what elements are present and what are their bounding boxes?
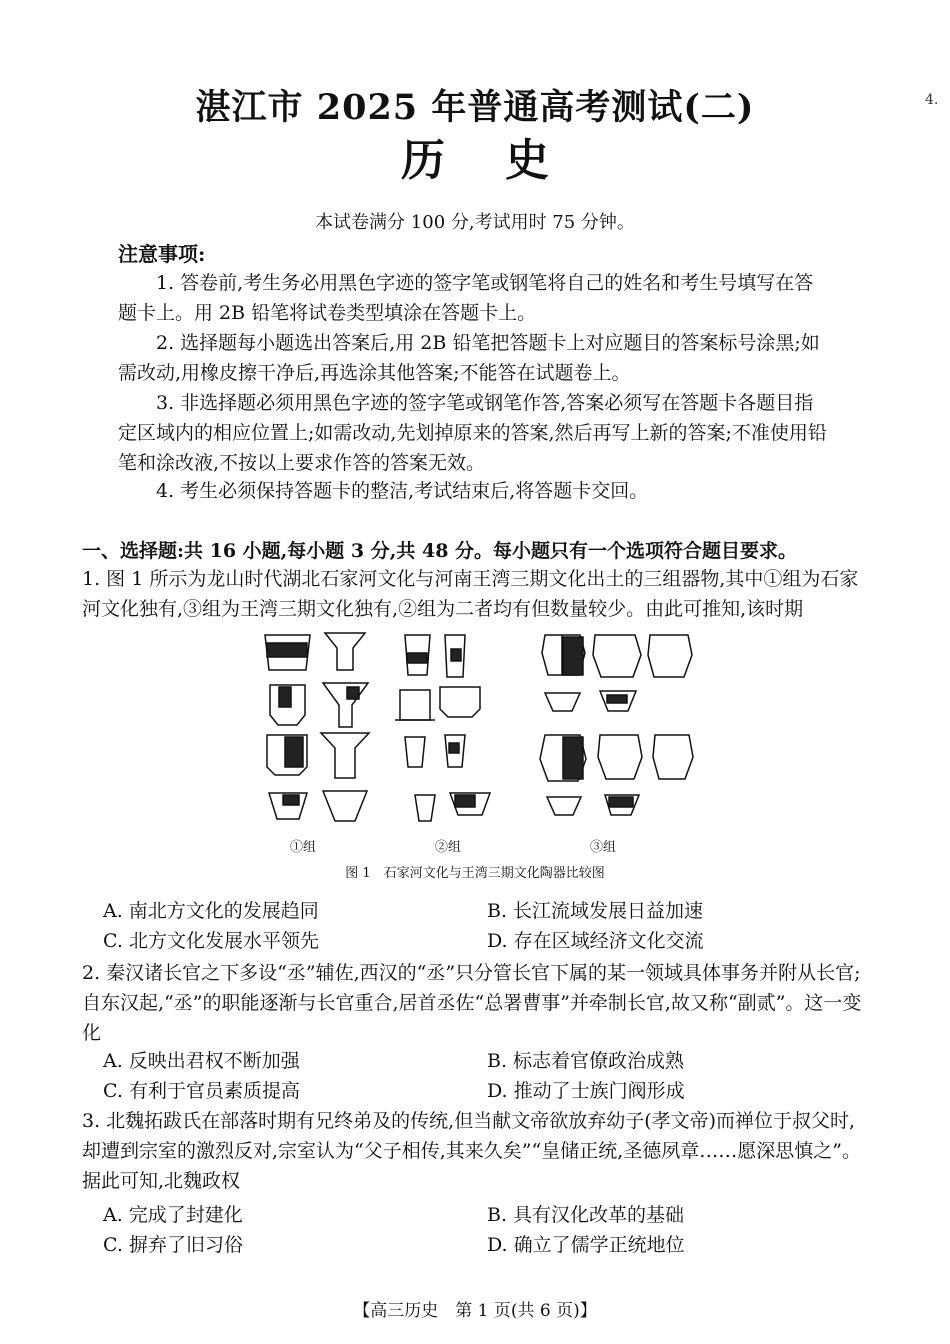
question-3-option-a: A. 完成了封建化 xyxy=(103,1204,243,1226)
question-3-option-b: B. 具有汉化改革的基础 xyxy=(487,1204,685,1226)
question-2-option-a: A. 反映出君权不断加强 xyxy=(103,1050,300,1072)
question-1-option-b: B. 长江流域发展日益加速 xyxy=(487,900,704,922)
question-1-stem: 1. 图 1 所示为龙山时代湖北石家河文化与河南王湾三期文化出土的三组器物,其中①组为石家河文化独有,③组为王湾三期文化独有,②组为二者均有但数量较少。由此可推知,该时期 xyxy=(82,568,859,620)
group-1-vessels xyxy=(265,633,369,821)
group-1-label: ①组 xyxy=(290,840,317,855)
question-3-stem: 3. 北魏拓跋氏在部落时期有兄终弟及的传统,但当献文帝欲放弃幼子(孝文帝)而禅位于叔父时,却遭到宗室的激烈反对,宗室认为“父子相传,其来久矣”“皇储正统,圣德夙章……愿深思慎之”。据此可知,北魏政权 xyxy=(82,1110,861,1192)
group-2-vessels xyxy=(395,635,490,821)
exam-title: 湛江市 2025 年普通高考测试(二) xyxy=(195,87,755,128)
question-2-option-b: B. 标志着官僚政治成熟 xyxy=(487,1050,685,1072)
question-1-option-c: C. 北方文化发展水平领先 xyxy=(103,930,319,952)
question-2-option-c: C. 有利于官员素质提高 xyxy=(103,1080,300,1102)
group-3-label: ③组 xyxy=(590,840,617,855)
question-1-option-a: A. 南北方文化的发展趋同 xyxy=(103,900,319,922)
subject-title: 历史 xyxy=(401,135,609,186)
question-3-option-d: D. 确立了儒学正统地位 xyxy=(487,1234,685,1256)
margin-mark: 4. xyxy=(925,92,939,108)
page-footer: 【高三历史 第 1 页(共 6 页)】 xyxy=(353,1301,597,1321)
section-heading: 一、选择题:共 16 小题,每小题 3 分,共 48 分。每小题只有一个选项符合题目要求。 xyxy=(82,540,798,562)
group-3-vessels xyxy=(540,635,693,815)
question-1-option-d: D. 存在区域经济文化交流 xyxy=(487,930,704,952)
notice-item-3: 3. 非选择题必须用黑色字迹的签字笔或钢笔作答,答案必须写在答题卡各题目指定区域内的相应位置上;如需改动,先划掉原来的答案,然后再写上新的答案;不准使用铅笔和涂改液,不按以上要求作答的答案无效。 xyxy=(118,392,827,474)
figure-caption: 图 1 石家河文化与王湾三期文化陶器比较图 xyxy=(345,866,605,881)
notice-item-4: 4. 考生必须保持答题卡的整洁,考试结束后,将答题卡交回。 xyxy=(156,480,649,502)
pottery-comparison-figure xyxy=(255,625,695,857)
group-2-label: ②组 xyxy=(435,840,462,855)
question-2-option-d: D. 推动了士族门阀形成 xyxy=(487,1080,685,1102)
notice-item-2: 2. 选择题每小题选出答案后,用 2B 铅笔把答题卡上对应题目的答案标号涂黑;如需改动,用橡皮擦干净后,再选涂其他答案;不能答在试题卷上。 xyxy=(118,332,820,384)
question-2-stem: 2. 秦汉诸长官之下多设“丞”辅佐,西汉的“丞”只分管长官下属的某一领域具体事务并附从长官;自东汉起,“丞”的职能逐渐与长官重合,居首丞佐“总署曹事”并牵制长官,故又称“副贰”。这一变化 xyxy=(82,962,862,1044)
question-3-option-c: C. 摒弃了旧习俗 xyxy=(103,1234,243,1256)
notice-heading: 注意事项: xyxy=(118,242,206,266)
notice-item-1: 1. 答卷前,考生务必用黑色字迹的签字笔或钢笔将自己的姓名和考生号填写在答题卡上。用 2B 铅笔将试卷类型填涂在答题卡上。 xyxy=(118,272,814,324)
exam-info: 本试卷满分 100 分,考试用时 75 分钟。 xyxy=(315,212,635,233)
